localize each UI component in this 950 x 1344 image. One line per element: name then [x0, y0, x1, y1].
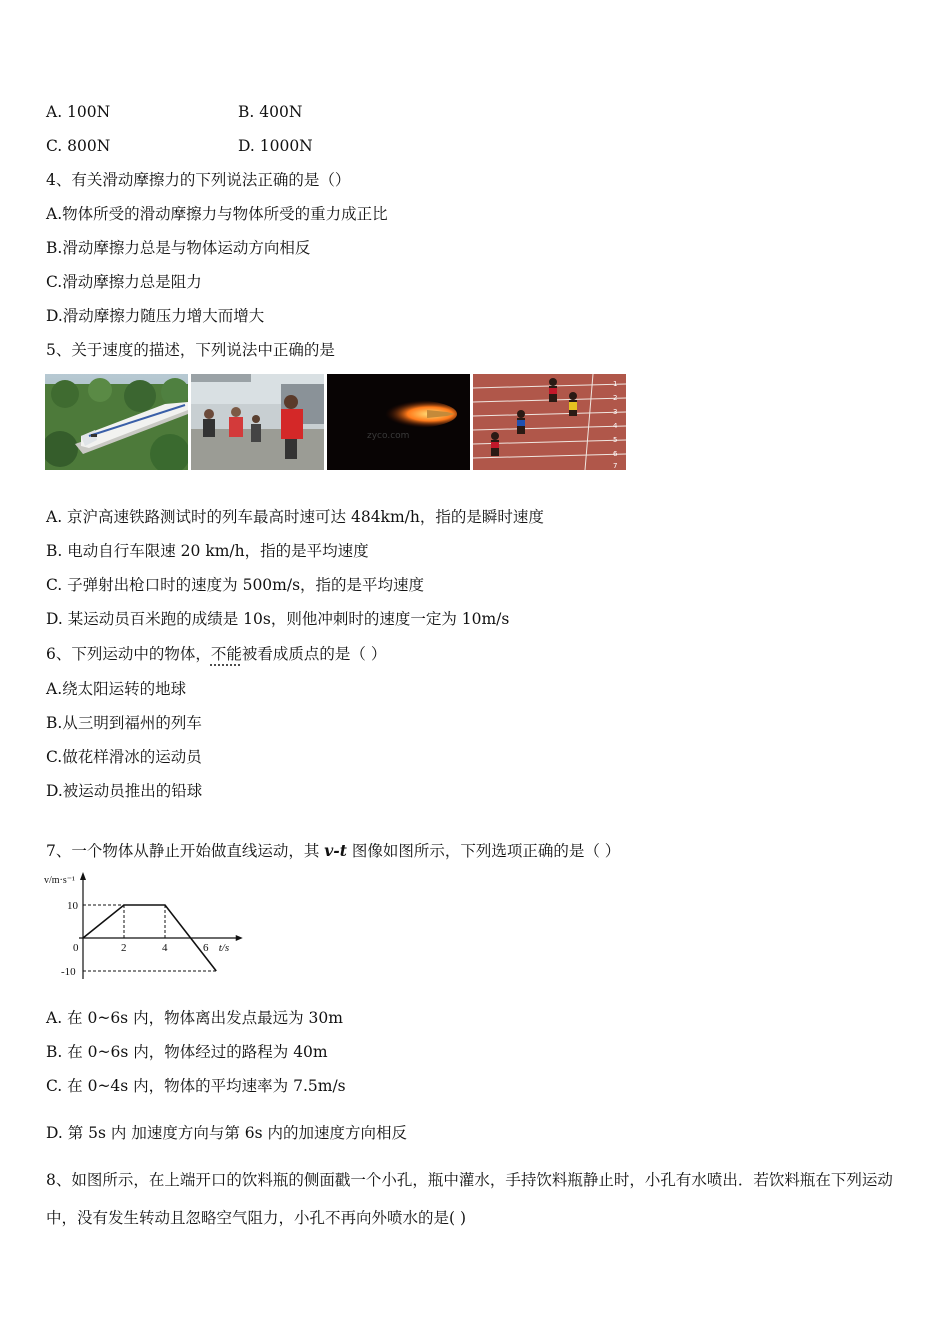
lane-number: 3 — [613, 408, 618, 416]
q7-option-a: A. 在 0~6s 内，物体离出发点最远为 30m — [46, 1009, 343, 1027]
q7-stem — [46, 841, 620, 861]
lane-number: 6 — [613, 450, 618, 458]
q7-option-b: B. 在 0~6s 内，物体经过的路程为 40m — [46, 1043, 328, 1061]
y-axis-label: v/m·s⁻¹ — [44, 875, 76, 886]
q7-option-c: C. 在 0~4s 内，物体的平均速率为 7.5m/s — [46, 1077, 346, 1095]
sprinters-photo — [473, 374, 626, 470]
y-axis-arrow — [80, 872, 86, 880]
q6-option-d: D.被运动员推出的铅球 — [46, 782, 203, 800]
q4-option-a: A.物体所受的滑动摩擦力与物体所受的重力成正比 — [46, 205, 388, 223]
vt-graph — [40, 870, 255, 985]
train-photo — [45, 374, 188, 470]
q3-option-b: B. 400N — [238, 103, 303, 121]
lane-number: 2 — [613, 394, 618, 402]
x-tick-label: 2 — [121, 942, 127, 954]
q5-option-c: C. 子弹射出枪口时的速度为 500m/s，指的是平均速度 — [46, 576, 425, 594]
q6-option-c: C.做花样滑冰的运动员 — [46, 748, 202, 766]
y-tick-label: 10 — [67, 900, 78, 912]
x-axis-arrow — [236, 935, 243, 941]
q7-stem-pre: 7、一个物体从静止开始做直线运动，其 — [46, 842, 325, 860]
q3-option-d: D. 1000N — [238, 137, 313, 155]
q4-option-b: B.滑动摩擦力总是与物体运动方向相反 — [46, 239, 311, 257]
q6-option-b: B.从三明到福州的列车 — [46, 714, 202, 732]
q3-option-a: A. 100N — [46, 103, 111, 121]
q5-option-a: A. 京沪高速铁路测试时的列车最高时速可达 484km/h，指的是瞬时速度 — [46, 508, 544, 526]
q4-option-c: C.滑动摩擦力总是阻力 — [46, 273, 202, 291]
x-tick-label: 6 — [203, 942, 209, 954]
q6-stem — [46, 644, 386, 664]
q3-option-c: C. 800N — [46, 137, 111, 155]
q7-stem-post: 图像如图所示，下列选项正确的是（ ） — [346, 842, 621, 860]
q6-option-a: A.绕太阳运转的地球 — [46, 680, 187, 698]
scooter-photo — [191, 374, 324, 470]
lane-number: 4 — [613, 422, 618, 430]
q4-option-d: D.滑动摩擦力随压力增大而增大 — [46, 307, 265, 325]
q5-option-b: B. 电动自行车限速 20 km/h，指的是平均速度 — [46, 542, 369, 560]
q6-stem-emphasis: 不能 — [210, 645, 242, 663]
lane-number: 1 — [613, 380, 618, 388]
y-tick-label: -10 — [61, 966, 76, 978]
photo-watermark: zyco.com — [367, 431, 410, 441]
q7-stem-variable: v-t — [324, 841, 347, 860]
lane-number: 5 — [613, 436, 618, 444]
x-tick-label: 4 — [162, 942, 168, 954]
bullet-photo — [327, 374, 470, 470]
q8-stem: 8、如图所示，在上端开口的饮料瓶的侧面戳一个小孔，瓶中灌水，手持饮料瓶静止时，小孔有水喷出．若饮料瓶在下列运动中，没有发生转动且忽略空气阻力，小孔不再向外喷水的是( ) — [46, 1171, 893, 1227]
q5-stem: 5、关于速度的描述，下列说法中正确的是 — [46, 341, 335, 359]
q6-stem-pre: 6、下列运动中的物体， — [46, 645, 211, 663]
q5-option-d: D. 某运动员百米跑的成绩是 10s，则他冲刺时的速度一定为 10m/s — [46, 610, 510, 628]
x-tick-label: 0 — [73, 942, 79, 954]
x-axis-label: t/s — [218, 942, 230, 954]
q4-stem: 4、有关滑动摩擦力的下列说法正确的是（） — [46, 171, 351, 189]
lane-number: 7 — [613, 462, 618, 470]
q6-stem-post: 被看成质点的是（ ） — [241, 645, 387, 663]
q7-option-d: D. 第 5s 内 加速度方向与第 6s 内的加速度方向相反 — [46, 1124, 407, 1142]
